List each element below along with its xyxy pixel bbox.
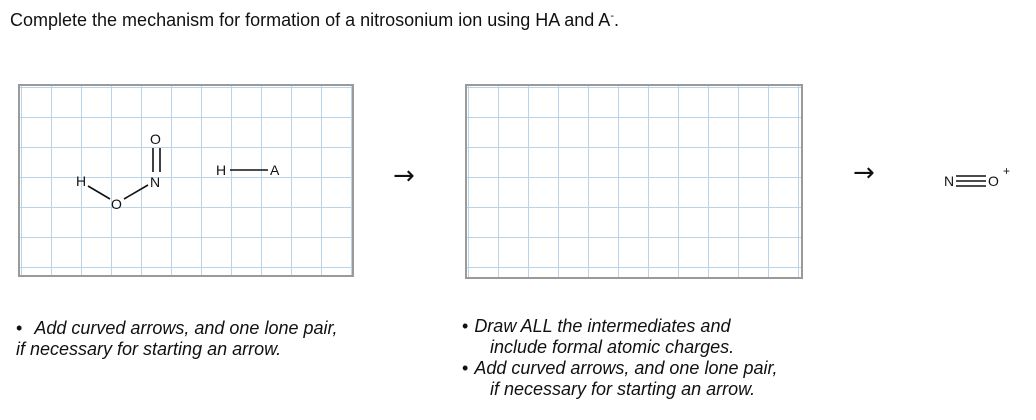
question-end: . xyxy=(613,10,619,30)
atom-h-acid[interactable]: H xyxy=(216,162,227,178)
instruction-right-line-4: if necessary for starting an arrow. xyxy=(490,379,756,399)
reaction-arrow-1: → xyxy=(393,161,415,191)
atom-a-acid[interactable]: A xyxy=(270,162,280,178)
instruction-left-line-1: • Add curved arrows, and one lone pair, xyxy=(16,318,338,338)
instructions-left xyxy=(16,318,338,360)
question-main: Complete the mechanism for formation of a nitrosonium ion using HA and A xyxy=(10,10,611,30)
bond-h-o xyxy=(88,186,110,199)
bullet: • xyxy=(16,318,23,338)
drawing-canvas-reactants[interactable] xyxy=(18,84,354,277)
bullet: • xyxy=(462,316,469,336)
question-text xyxy=(10,10,619,31)
instruction-right-line-1: • Draw ALL the intermediates and xyxy=(462,316,731,336)
instruction-right-line-2: include formal atomic charges. xyxy=(490,337,735,357)
reactant-structures xyxy=(20,86,356,279)
instruction-left-line-2: if necessary for starting an arrow. xyxy=(16,339,282,359)
reaction-arrow-2: → xyxy=(853,158,875,188)
atom-h-hydroxyl[interactable]: H xyxy=(76,173,87,189)
bullet: • xyxy=(462,358,469,378)
product-charge: + xyxy=(1003,164,1011,178)
product-atom-o: O xyxy=(988,173,999,189)
atom-o-hydroxyl[interactable]: O xyxy=(111,196,122,212)
question-superscript: - xyxy=(610,10,614,22)
instructions-right xyxy=(462,316,778,400)
product-atom-n: N xyxy=(944,173,955,189)
atom-n[interactable]: N xyxy=(150,174,161,190)
drawing-canvas-intermediates[interactable] xyxy=(465,84,803,279)
instruction-right-line-3: • Add curved arrows, and one lone pair, xyxy=(462,358,778,378)
bond-o-n xyxy=(124,185,148,199)
atom-o-carbonyl[interactable]: O xyxy=(150,131,161,147)
